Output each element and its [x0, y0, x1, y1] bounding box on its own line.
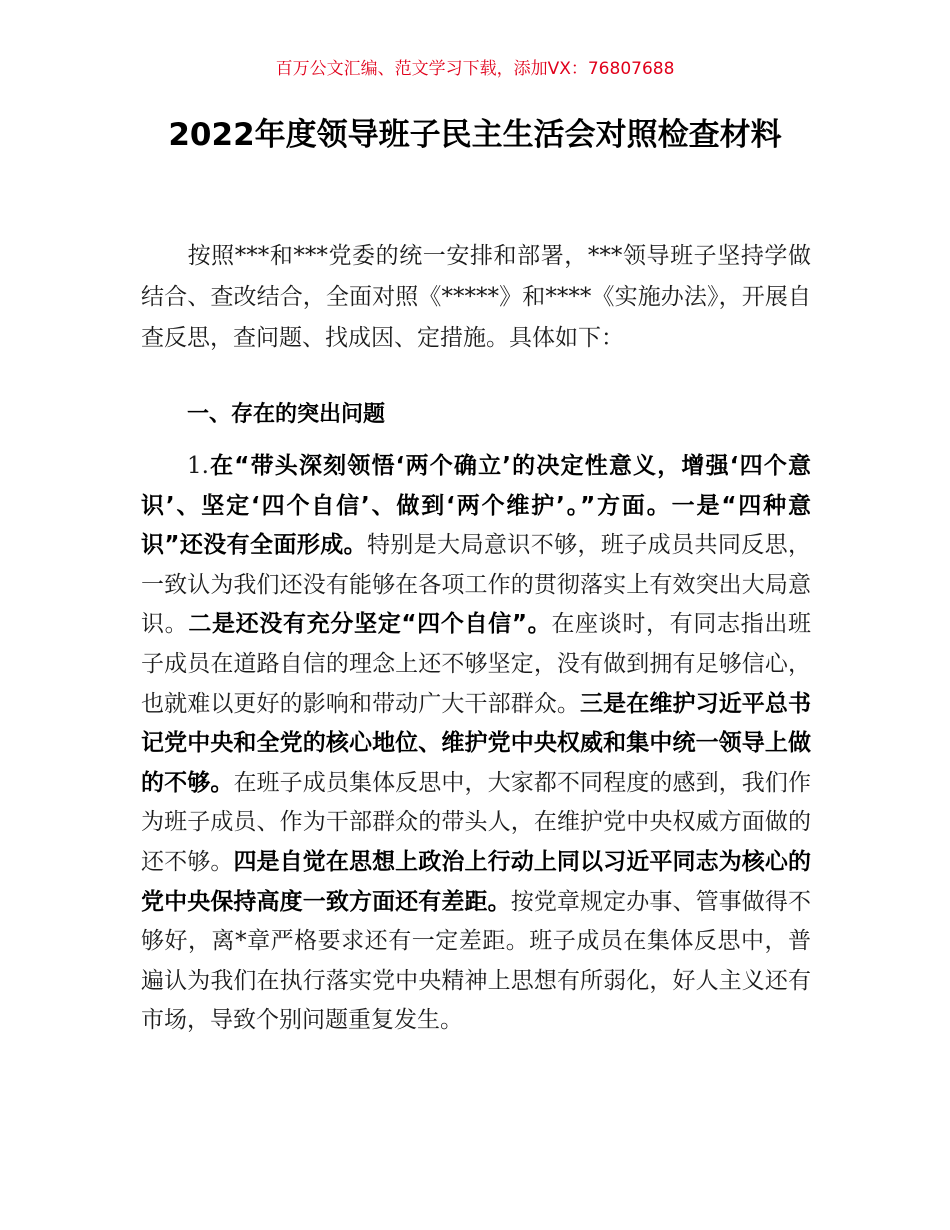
- item-1-lead: 在“带头深刻领悟‘两个确立’的决定性意义，增强‘四个意识’、坚定‘四个自信’、做到‘两个维护’。”方面。: [141, 453, 811, 519]
- section-heading-text: 一、存在的突出问题: [187, 402, 386, 427]
- point-1-heading: 一是“四种意识”还没有全面形成。: [141, 492, 811, 559]
- point-4-heading: 四是自觉在思想上政治上行动上同以习近平同志为核心的党中央保持高度一致方面还有差距。: [141, 848, 812, 915]
- intro-text: 按照***和***党委的统一安排和部署，***领导班子坚持学做结合、查改结合，全面对照《*****》和****《实施办法》，开展自查反思，查问题、找成因、定措施。具体如下：: [141, 243, 811, 351]
- point-2-text: 在座谈时，有同志指出班子成员在道路自信的理念上还不够坚定，没有做到拥有足够信心，也就难以更好的影响和带动广大干部群众。: [141, 611, 812, 717]
- intro-paragraph: [141, 236, 811, 359]
- point-4-text: 按党章规定办事、管事做得不够好，离*章严格要求还有一定差距。班子成员在集体反思中，普遍认为我们在执行落实党中央精神上思想有所弱化，好人主义还有市场，导致个别问题重复发生。: [141, 888, 812, 1034]
- item-1-paragraph: [141, 447, 811, 1041]
- point-2-heading: 二是还没有充分坚定“四个自信”。: [188, 611, 552, 638]
- point-1-text: 特别是大局意识不够，班子成员共同反思，一致认为我们还没有能够在各项工作的贯彻落实上有效突出大局意识。: [141, 532, 812, 638]
- item-1-number: 1.: [187, 453, 209, 479]
- point-3-heading: 三是在维护习近平总书记党中央和全党的核心地位、维护党中央权威和集中统一领导上做的不够。: [141, 690, 812, 796]
- document-title: 2022年度领导班子民主生活会对照检查材料: [168, 117, 782, 153]
- point-3-text: 在班子成员集体反思中，大家都不同程度的感到，我们作为班子成员、作为干部群众的带头人，在维护党中央权威方面做的还不够。: [141, 769, 812, 875]
- watermark-header: 百万公文汇编、范文学习下载，添加VX：76807688: [275, 59, 675, 79]
- section-heading: [141, 394, 811, 435]
